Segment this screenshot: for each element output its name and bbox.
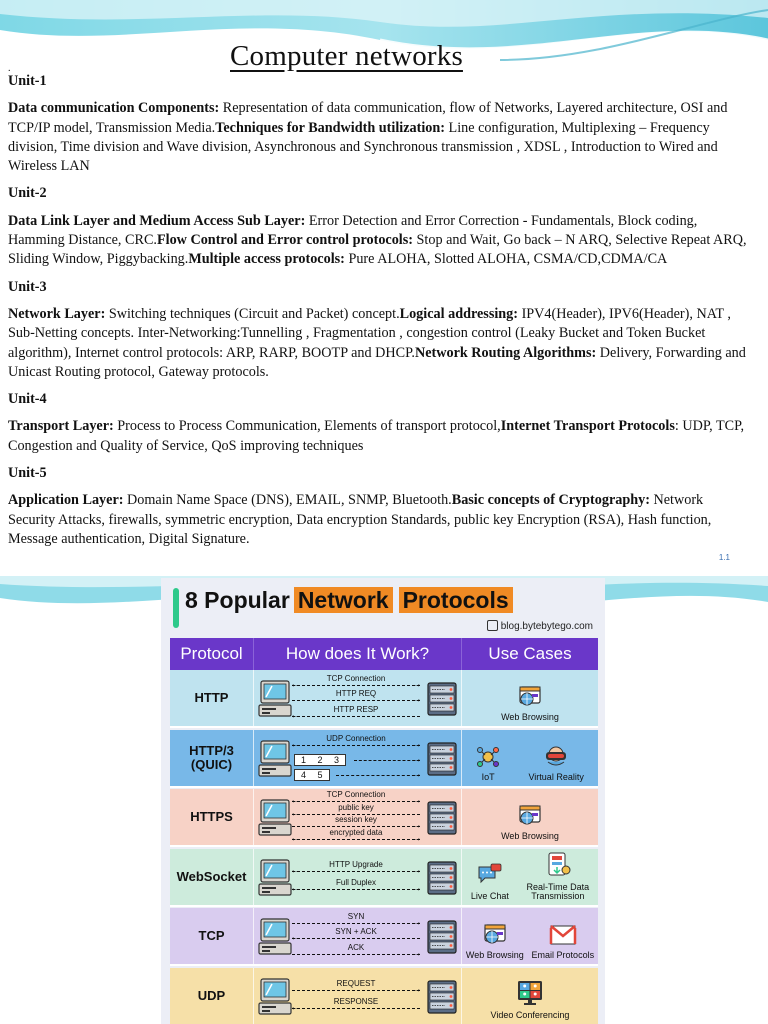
- arrow-head-right: →: [412, 820, 422, 831]
- table-header: [170, 638, 598, 670]
- packet-label: 4 5: [294, 769, 330, 781]
- client-computer-icon: [258, 799, 292, 842]
- arrow-label: UDP Connection: [326, 733, 386, 743]
- topic-heading: Network Routing Algorithms:: [414, 344, 597, 361]
- arrow-label: TCP Connection: [326, 790, 386, 799]
- arrow-head-right: →: [412, 795, 422, 806]
- protocol-diagram: [254, 849, 462, 905]
- topic-text: Line configuration, Multiplexing – Frequency division, Time division and Wave division, Asynchronous and Synchronous transmission , XDSL , Introduction to Wired and Wireless LAN: [8, 119, 718, 175]
- use-case-label: Video Conferencing: [490, 1009, 570, 1020]
- use-case-label: Web Browsing: [501, 712, 559, 722]
- protocol-name: TCP: [170, 908, 254, 964]
- topic-heading: Data communication Components:: [8, 100, 220, 117]
- use-cases: [462, 968, 598, 1024]
- browser-icon: [483, 924, 507, 951]
- use-cases: [462, 670, 598, 726]
- message-arrow: [292, 978, 422, 996]
- header-protocol: Protocol: [170, 638, 254, 670]
- arrow-head-right: →: [412, 864, 422, 876]
- protocol-diagram: [254, 968, 462, 1024]
- use-case-item: [501, 686, 559, 722]
- source-credit: [487, 620, 593, 632]
- protocol-name: HTTP: [170, 670, 254, 726]
- arrow-label: HTTP Upgrade: [329, 859, 383, 869]
- unit-heading: Unit-1: [8, 73, 47, 89]
- use-case-item: [491, 980, 570, 1020]
- title-accent-bar: [173, 588, 179, 628]
- arrow-label: SYN + ACK: [335, 927, 377, 937]
- protocols-slide: [0, 576, 768, 1024]
- server-icon: [427, 801, 457, 840]
- arrow-head-right: →: [412, 679, 422, 690]
- message-arrow: [290, 733, 422, 751]
- topic-text: : UDP, TCP, Congestion and Quality of Service, QoS improving techniques: [8, 418, 744, 454]
- page-title: Computer networks: [230, 40, 463, 72]
- use-case-item: [476, 746, 500, 782]
- protocol-row: [170, 908, 598, 966]
- protocol-row: [170, 968, 598, 1024]
- use-case-label: IoT: [481, 771, 495, 782]
- protocol-diagram: [254, 908, 462, 964]
- protocol-diagram: [254, 730, 462, 786]
- message-arrow: [290, 859, 422, 877]
- client-computer-icon: [258, 978, 292, 1021]
- unit-description: [8, 417, 752, 456]
- topic-heading: Internet Transport Protocols: [500, 418, 675, 435]
- topic-text: Error Detection and Error Correction - Fundamentals, Block coding, Hamming Distance, CRC.: [8, 212, 698, 249]
- message-arrow: [292, 769, 420, 781]
- protocol-name: HTTP/3 (QUIC): [170, 730, 254, 786]
- unit-description: [8, 305, 752, 382]
- topic-text: Representation of data communication, flow of Networks, Layered architecture, OSI and TCP/IP model, Transmission Media.: [8, 100, 728, 136]
- topic-text: IPV4(Header), IPV6(Header), NAT , Sub-Netting concepts. Inter-Networking:Tunnelling , Fragmentation , congestion control (Leaky Bucket and Token Bucket algorithm), Internet control protocols: ARP, RARP, BOOTP and DHCP.: [8, 305, 731, 361]
- packet-group: [294, 754, 346, 766]
- topic-heading: Data Link Layer and Medium Access Sub Layer:: [8, 212, 306, 229]
- server-icon: [427, 742, 457, 781]
- topic-text: Switching techniques (Circuit and Packet) concept.: [105, 305, 400, 322]
- topic-heading: Basic concepts of Cryptography:: [451, 492, 650, 509]
- message-arrow: [292, 754, 420, 766]
- unit-description: [8, 212, 752, 270]
- video-conference-icon: [516, 980, 544, 1011]
- unit-description: [8, 491, 752, 549]
- arrow-label: encrypted data: [329, 827, 383, 837]
- message-arrow: [290, 877, 422, 895]
- client-computer-icon: [258, 918, 292, 961]
- chat-icon: [477, 863, 503, 892]
- server-icon: [427, 861, 457, 900]
- arrow-label: HTTP REQ: [335, 689, 377, 699]
- arrow-head-right: →: [412, 738, 422, 750]
- arrow-head-left: ←: [290, 882, 300, 894]
- topic-text: Process to Process Communication, Elements of transport protocol,: [113, 418, 501, 435]
- use-case-label: Web Browsing: [465, 950, 524, 960]
- iot-icon: [476, 746, 500, 773]
- use-case-item: [526, 852, 589, 901]
- source-site: blog.bytebytego.com: [500, 621, 593, 632]
- protocol-row: [170, 849, 598, 907]
- title-prefix: 8 Popular: [185, 587, 290, 613]
- title-highlight-network: Network: [294, 587, 393, 613]
- client-computer-icon: [258, 740, 292, 783]
- vr-headset-icon: [541, 746, 571, 773]
- slide-number: 1.1: [718, 553, 730, 562]
- topic-text: Domain Name Space (DNS), EMAIL, SNMP, Bluetooth.: [123, 492, 452, 509]
- topic-text: Stop and Wait, Go back – N ARQ, Selective Repeat ARQ, Sliding Window, Piggybacking.: [8, 232, 747, 268]
- arrow-label: ACK: [347, 942, 365, 952]
- protocol-row: [170, 730, 598, 788]
- use-cases: [462, 908, 598, 964]
- arrow-head-right: →: [412, 753, 422, 765]
- unit-description: [8, 99, 752, 176]
- browser-icon: [518, 686, 542, 713]
- arrow-head-left: ←: [290, 679, 300, 690]
- arrow-head-right: →: [412, 983, 422, 995]
- protocol-name: WebSocket: [170, 849, 254, 905]
- topic-heading: Application Layer:: [8, 492, 124, 509]
- arrow-head-right: →: [412, 947, 422, 959]
- arrow-head-left: ←: [290, 795, 300, 806]
- data-transmission-icon: [545, 852, 571, 883]
- arrow-head-right: →: [412, 769, 422, 781]
- protocol-row: [170, 670, 598, 728]
- arrow-label: RESPONSE: [333, 996, 379, 1006]
- server-icon: [427, 980, 457, 1019]
- client-computer-icon: [258, 680, 292, 723]
- use-cases: [462, 849, 598, 905]
- topic-text: Network Security Attacks, firewalls, symmetric encryption, Data encryption Standards, public key Encryption (RSA), Hash function, Message authentication, Digital Signature.: [8, 492, 712, 547]
- message-arrow: [292, 942, 422, 960]
- arrow-head-right: →: [412, 882, 422, 894]
- arrow-head-left: ←: [290, 709, 300, 721]
- arrow-head-left: ←: [290, 832, 300, 844]
- topic-heading: Network Layer:: [8, 305, 106, 322]
- use-case-item: [466, 924, 524, 960]
- arrow-label: session key: [335, 815, 377, 824]
- unit-heading: Unit-5: [8, 465, 47, 482]
- message-arrow: [290, 996, 420, 1014]
- use-cases: [462, 730, 598, 786]
- use-case-label: Email Protocols: [531, 950, 595, 960]
- arrow-label: SYN: [347, 912, 365, 921]
- protocol-row: [170, 789, 598, 847]
- email-icon: [549, 924, 577, 951]
- use-case-label: Virtual Reality: [528, 771, 584, 782]
- unit-heading: Unit-4: [8, 391, 47, 408]
- arrow-label: REQUEST: [336, 978, 376, 988]
- client-computer-icon: [258, 859, 292, 902]
- server-icon: [427, 920, 457, 959]
- use-case-item: [501, 805, 559, 841]
- arrow-head-right: →: [412, 832, 422, 844]
- topic-heading: Techniques for Bandwidth utilization:: [215, 119, 445, 136]
- use-case-label: Web Browsing: [501, 831, 559, 841]
- packet-label: 1 2 3: [294, 754, 346, 766]
- protocol-diagram: [254, 670, 462, 726]
- use-case-label: Live Chat: [470, 890, 509, 901]
- bullet-dot: .: [8, 63, 11, 74]
- arrow-label: TCP Connection: [326, 674, 386, 683]
- protocols-infographic: [161, 578, 605, 1024]
- use-cases: [462, 789, 598, 845]
- browser-icon: [518, 805, 542, 832]
- arrow-label: public key: [338, 802, 374, 812]
- topic-text: Delivery, Forwarding and Unicast Routing protocol, Gateway protocols.: [8, 344, 746, 380]
- bytebytego-logo-icon: [487, 620, 498, 631]
- message-arrow: [290, 827, 422, 845]
- protocol-name: HTTPS: [170, 789, 254, 845]
- unit-heading: Unit-2: [8, 185, 47, 202]
- arrow-head-right: →: [412, 917, 422, 928]
- infographic-title: [185, 587, 513, 614]
- arrow-head-left: ←: [290, 864, 300, 876]
- server-icon: [427, 682, 457, 721]
- protocol-diagram: [254, 789, 462, 845]
- protocol-name: UDP: [170, 968, 254, 1024]
- arrow-label: HTTP RESP: [333, 704, 379, 714]
- arrow-head-left: ←: [290, 807, 300, 819]
- topic-text: Pure ALOHA, Slotted ALOHA, CSMA/CD,CDMA/CA: [344, 251, 668, 268]
- topic-heading: Transport Layer:: [8, 418, 114, 435]
- use-case-item: [471, 863, 509, 901]
- unit-heading: Unit-3: [8, 278, 47, 295]
- topic-heading: Flow Control and Error control protocols:: [156, 232, 413, 249]
- header-use-cases: Use Cases: [488, 644, 572, 663]
- use-case-label: Real-Time Data Transmission: [526, 881, 590, 901]
- packet-group: [294, 769, 330, 781]
- arrow-head-left: ←: [290, 932, 300, 944]
- arrow-label: Full Duplex: [335, 877, 376, 887]
- topic-heading: Multiple access protocols:: [188, 251, 345, 268]
- use-case-item: [528, 746, 583, 782]
- arrow-head-left: ←: [290, 1001, 300, 1013]
- topic-heading: Logical addressing:: [399, 305, 519, 322]
- header-how: How does It Work?: [254, 638, 462, 670]
- message-arrow: [290, 704, 420, 722]
- title-highlight-protocols: Protocols: [399, 587, 513, 613]
- arrow-head-right: →: [412, 694, 422, 706]
- syllabus-content: [8, 72, 752, 557]
- arrow-head-left: ←: [290, 738, 300, 750]
- use-case-item: [532, 924, 595, 960]
